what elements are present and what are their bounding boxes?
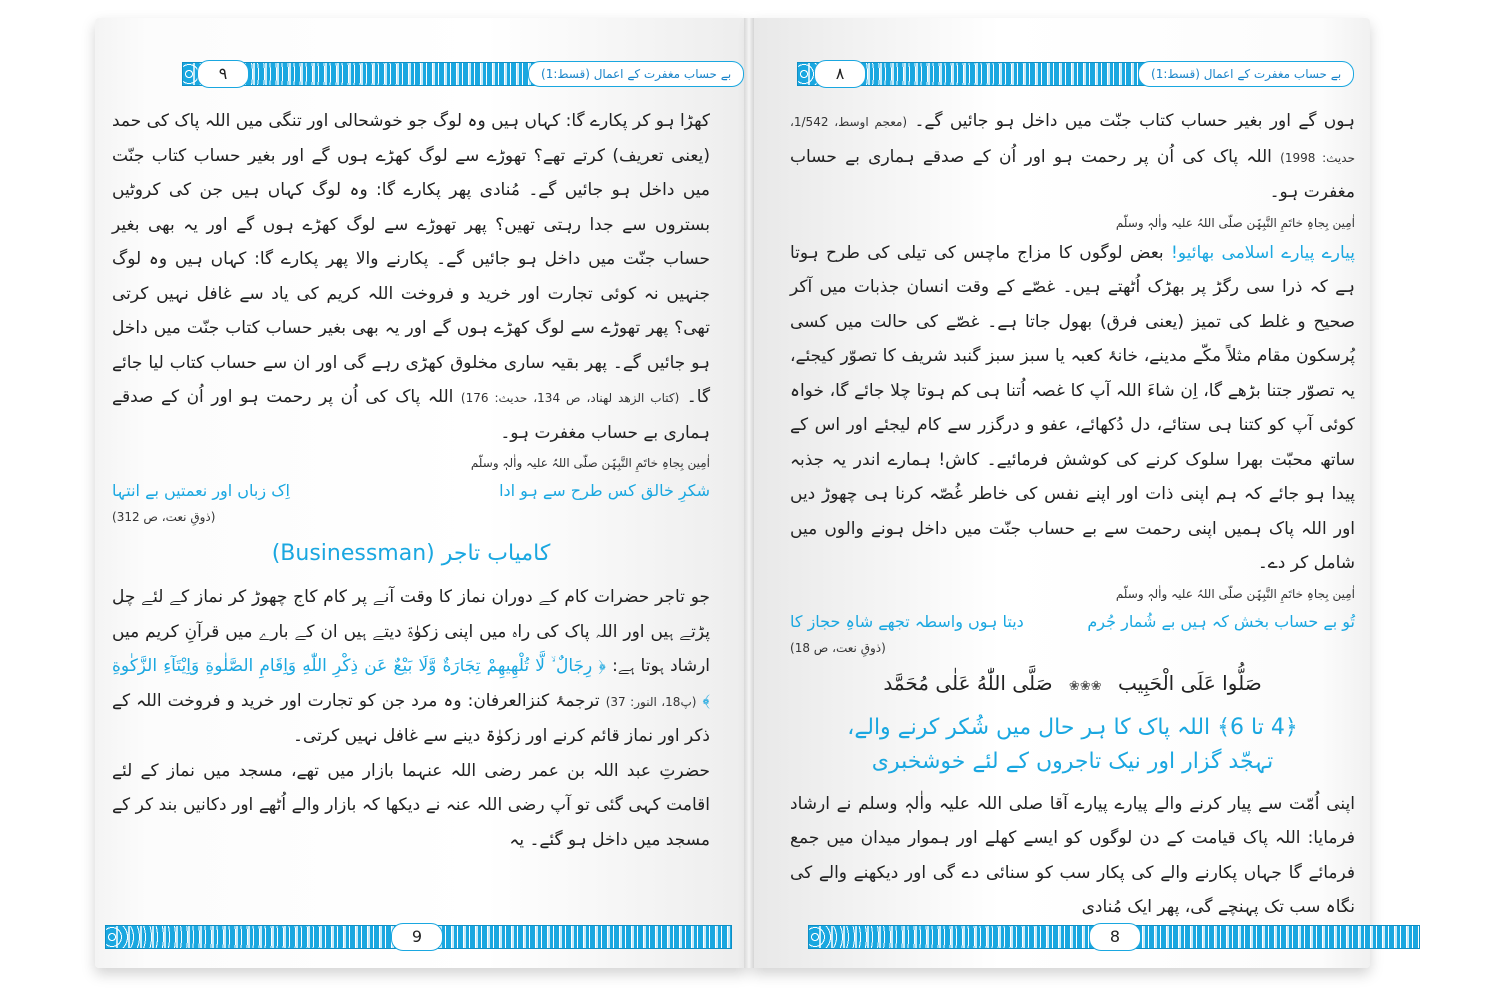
left-header-band: [182, 62, 732, 86]
left-verse-part-b: اِک زباں اور نعمتیں بے انتہا: [112, 481, 290, 500]
right-header-page-number: ۸: [814, 60, 866, 88]
right-paragraph-3: اپنی اُمّت سے پیار کرنے والے پیارے پیارے آقا صلی اللہ علیہ واٰلہٖ وسلم نے ارشاد فرمایا: اللہ پاک قیامت کے دن لوگوں کو ایسے کھلے اور ہموار میدان میں جمع فرمائے گا جہاں پکارنے والے کی پکار سب کو سنائی دے گی اور دیکھنے والے کی نگاہ سب تک پہنچے گی، پھر ایک مُنادی: [790, 793, 1355, 917]
right-dua-1: اٰمِین بِجاہِ خاتَمِ النَّبِیّٖن صلّی اللہُ علیہ واٰلہٖ وسلّم: [1115, 215, 1355, 230]
right-dua-2: اٰمِین بِجاہِ خاتَمِ النَّبِیّٖن صلّی اللہُ علیہ واٰلہٖ وسلّم: [1115, 586, 1355, 601]
right-footer-page-number: 8: [1089, 923, 1141, 951]
left-header-page-number: ۹: [197, 60, 249, 88]
left-paragraph-1-end: اللہ پاک کی اُن پر رحمت ہو اور اُن کے صدقے ہماری بے حساب مغفرت ہو۔: [112, 387, 710, 443]
left-footer-page-number: 9: [391, 923, 443, 951]
left-footer-band: [105, 925, 732, 949]
right-verse-part-b: دیتا ہوں واسطہ تجھے شاہِ حجاز کا: [790, 611, 1024, 631]
left-page-body: [112, 104, 710, 857]
right-paragraph-1: ہوں گے اور بغیر حساب کتاب جنّت میں داخل ہو جائیں گے۔ (معجم اوسط، 1/542، حدیث: 1998) اللہ پاک کی اُن پر رحمت ہو اور اُن کے صدقے ہماری بے حساب مغفرت ہو۔: [790, 111, 1355, 202]
left-verse-source: (ذوقِ نعت، ص 312): [112, 510, 216, 524]
quran-translation: ترجمۂ کنزالعرفان: وہ مرد جن کو تجارت اور خرید و فروخت اللہ کے ذکر اور نماز قائم کرنے اور زکوٰۃ دینے سے غافل نہیں کرتی۔: [112, 690, 710, 746]
right-reference-1: (معجم اوسط، 1/542، حدیث: 1998): [790, 115, 1355, 165]
quran-verse: ﴿ رِجَالٌ ۙ لَّا تُلْهِيهِمْ تِجَارَةٌ وَّلَا بَيْعٌ عَن ذِكْرِ اللّٰهِ وَاِقَامِ الصَّلٰوةِ وَاِيْتَآءِ الزَّكٰوةِ ﴾: [112, 656, 711, 711]
left-dua: اٰمِین بِجاہِ خاتَمِ النَّبِیّٖن صلّی اللہُ علیہ واٰلہٖ وسلّم: [470, 456, 710, 470]
salawat-separator: ❀❀❀: [1068, 678, 1102, 694]
left-paragraph-3: حضرتِ عبد اللہ بن عمر رضی اللہ عنہما بازار میں تھے، مسجد میں نماز کے لئے اقامت کہی گئی تو آپ رضی اللہ عنہ نے دیکھا کہ بازار والے اُٹھے اور دکانیں بند کر کے مسجد میں داخل ہو گئے۔ یہ: [112, 760, 710, 850]
right-footer-band: [808, 925, 1420, 949]
left-section-heading: کامیاب تاجر (Businessman): [271, 541, 551, 566]
salawat-part-a: صَلُّوا عَلَى الْحَبِيب: [1117, 670, 1262, 695]
right-paragraph-2: پیارے پیارے اسلامی بھائیو! بعض لوگوں کا مزاج ماچس کی تیلی کی طرح ہوتا ہے کہ ذرا سی رگڑ پر بھڑک اُٹھتے ہیں۔ غصّے کے وقت انسان جذبات میں آکر صحیح و غلط کی تمیز (یعنی فرق) بھول جاتا ہے۔ غصّے کی حالت میں کسی پُرسکون مقام مثلاً مکّے مدینے، خانۂ کعبہ یا سبز سبز گنبد شریف کا تصوّر کیجئے، یہ تصوّر جتنا بڑھے گا، اِن شاءَ اللہ آپ کا غصہ اُتنا ہی کم ہوتا چلا جائے گا، خواہ کوئی آپ کو کتنا ہی ستائے، دل دُکھائے، عفو و درگزر سے کام لیجئے اور اس کے ساتھ محبّت بھرا سلوک کرنے کی کوشش فرمائیے۔ کاش! ہمارے اندر یہ جذبہ پیدا ہو جائے کہ ہم اپنی ذات اور اپنے نفس کی خاطر غُصّہ کرنا ہی چھوڑ دیں اور اللہ پاک ہمیں اپنی رحمت سے بے حساب جنّت میں داخل ہونے والوں میں شامل کر دے۔: [790, 242, 1355, 573]
left-reference-1: (کتاب الزھد لھناد، ص 134، حدیث: 176): [460, 391, 680, 405]
right-heading-line-1: ﴿4 تا 6﴾ اللہ پاک کا ہر حال میں شُکر کرنے والے،: [847, 714, 1298, 740]
left-paragraph-1: کھڑا ہو کر پکارے گا: کہاں ہیں وہ لوگ جو خوشحالی اور تنگی میں اللہ پاک کی حمد (یعنی تعریف) کرتے تھے؟ تھوڑے سے لوگ کھڑے ہوں گے اور بغیر حساب کتاب جنّت میں داخل ہو جائیں گے۔ مُنادی پھر پکارے گا: وہ لوگ کہاں ہیں جن کی کروٹیں بستروں سے جدا رہتی تھیں؟ پھر تھوڑے سے لوگ کھڑے ہوں گے اور یہ بھی بغیر حساب جنّت میں داخل ہو جائیں گے۔ پکارنے والا پھر پکارے گا: کہاں ہیں وہ لوگ جنہیں نہ کوئی تجارت اور خرید و فروخت اللہ کریم کی یاد سے غافل نہیں کرتی تھی؟ پھر تھوڑے سے لوگ کھڑے ہوں گے اور یہ بھی بغیر حساب کتاب جنّت میں داخل ہو جائیں گے۔ پھر بقیہ ساری مخلوق کھڑی رہے گی اور ان سے حساب کتاب لیا جائے گا۔ (کتاب الزھد لھناد، ص 134، حدیث: 176) اللہ پاک کی اُن پر رحمت ہو اور اُن کے صدقے ہماری بے حساب مغفرت ہو۔: [112, 111, 711, 443]
quran-reference: (پ18، النور: 37): [605, 694, 697, 709]
right-verse: [790, 609, 1355, 635]
right-verse-part-a: تُو بے حساب بخش کہ ہیں بے شُمار جُرم: [1087, 611, 1355, 631]
left-paragraph-2: جو تاجر حضرات کام کے دوران نماز کا وقت آنے پر کام کاج چھوڑ کر نماز کے لئے چل پڑتے ہیں اور اللہ پاک کی راہ میں اپنی زکوٰۃ دیتے ہیں ان کے بارے میں قرآنِ کریم میں ارشاد ہوتا ہے: ﴿ رِجَالٌ ۙ لَّا تُلْهِيهِمْ تِجَارَةٌ وَّلَا بَيْعٌ عَن ذِكْرِ اللّٰهِ وَاِقَامِ الصَّلٰوةِ وَاِيْتَآءِ الزَّكٰوةِ ﴾ (پ18، النور: 37) ترجمۂ کنزالعرفان: وہ مرد جن کو تجارت اور خرید و فروخت اللہ کے ذکر اور نماز قائم کرنے اور زکوٰۃ دینے سے غافل نہیں کرتی۔: [112, 587, 711, 746]
left-header-title: بے حساب مغفرت کے اعمال (قسط:1): [528, 61, 744, 87]
blue-lead-text: پیارے پیارے اسلامی بھائیو!: [1171, 242, 1355, 263]
salawat-line: [790, 663, 1355, 707]
right-verse-source: (ذوقِ نعت، ص 18): [790, 640, 886, 655]
salawat-part-b: صَلَّى اللّٰهُ عَلٰى مُحَمَّد: [883, 670, 1053, 695]
right-header-title: بے حساب مغفرت کے اعمال (قسط:1): [1138, 61, 1354, 87]
right-page-body: [790, 104, 1355, 925]
right-header-band: [797, 62, 1342, 86]
right-heading-line-2: تہجّد گزار اور نیک تاجروں کے لئے خوشخبری: [871, 748, 1274, 774]
book-spine: [744, 18, 754, 968]
right-paragraph-1-end: اللہ پاک کی اُن پر رحمت ہو اور اُن کے صدقے ہماری بے حساب مغفرت ہو۔: [790, 146, 1355, 202]
left-verse-part-a: شکرِ خالق کس طرح سے ہو ادا: [499, 481, 710, 500]
left-verse: [112, 478, 710, 504]
